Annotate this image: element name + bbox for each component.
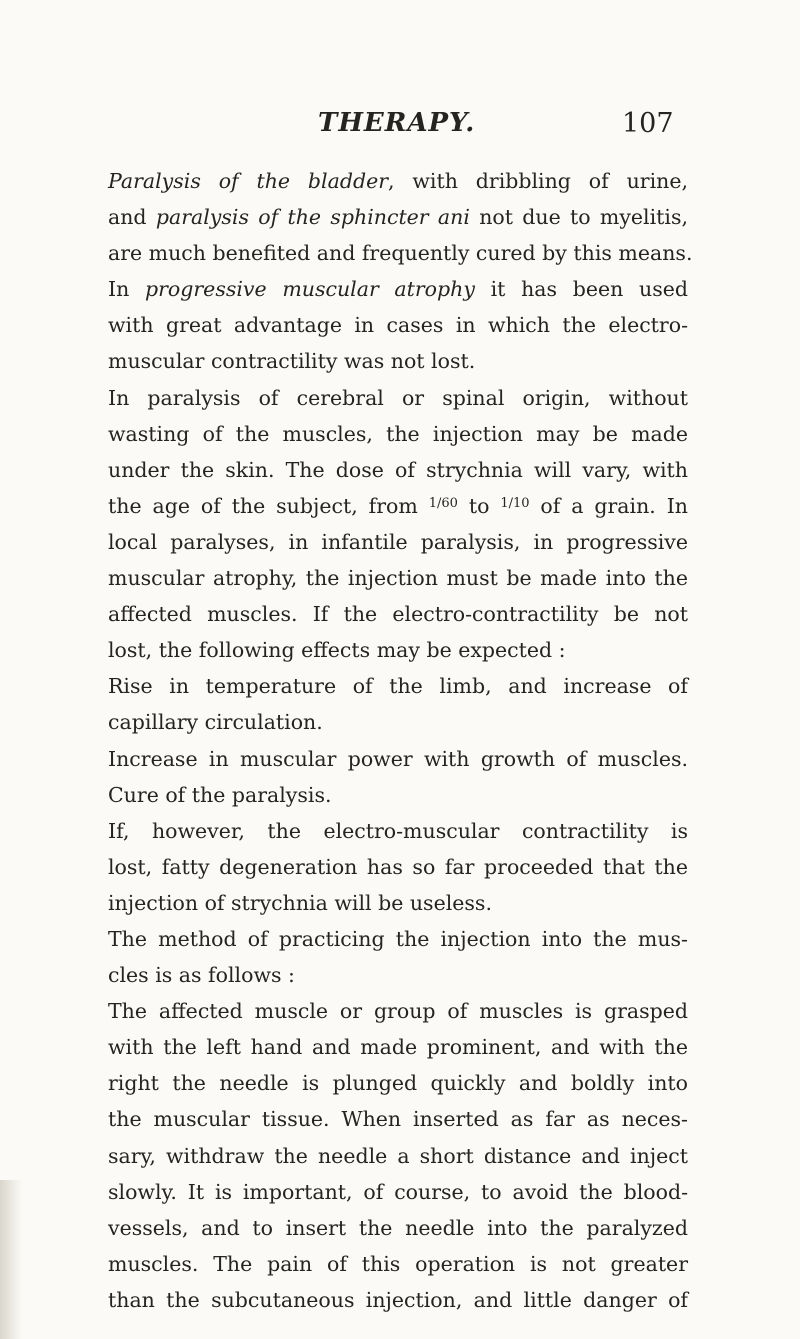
text-line: In progressive muscular atrophy it has been used (108, 277, 688, 302)
text-line: injection of strychnia will be useless. (108, 890, 492, 915)
text-line: Paralysis of the bladder, with dribbling of urine, (108, 169, 688, 193)
text-line: cles is as follows : (108, 963, 295, 988)
text-line: wasting of the muscles, the injection may be made (108, 421, 688, 446)
text-line: right the needle is plunged quickly and boldly into (108, 1071, 688, 1096)
text-line: affected muscles. If the electro-contractility be not (108, 602, 688, 627)
text-line: the muscular tissue. When inserted as far as neces- (108, 1107, 688, 1132)
text-line: muscles. The pain of this operation is not greater (108, 1251, 688, 1276)
text-line: Cure of the paralysis. (108, 782, 332, 807)
page-edge-shadow (0, 1180, 22, 1339)
text-line: under the skin. The dose of strychnia will vary, with (108, 457, 688, 482)
text-line: slowly. It is important, of course, to avoid the blood- (108, 1179, 688, 1204)
page-header (0, 108, 800, 148)
fraction: 1/10 (500, 495, 530, 511)
text-line: and paralysis of the sphincter ani not due to myelitis, (108, 205, 688, 230)
body-text (108, 163, 693, 1318)
text-line: lost, the following effects may be expected : (108, 638, 566, 663)
text-line: In paralysis of cerebral or spinal origin, without (108, 385, 688, 410)
text-line: Increase in muscular power with growth of muscles. (108, 746, 688, 771)
page-number: 107 (622, 108, 674, 139)
text-line: lost, fatty degeneration has so far proceeded that the (108, 854, 688, 879)
text-line: Rise in temperature of the limb, and increase of (108, 674, 688, 699)
text-line: vessels, and to insert the needle into the paralyzed (108, 1215, 688, 1240)
text-line: than the subcutaneous injection, and little danger of (108, 1287, 688, 1312)
italic-term: paralysis of the sphincter ani (155, 205, 470, 230)
text-line: the age of the subject, from 1/60 to 1/10 of a grain. In (108, 493, 688, 518)
text-line: with the left hand and made prominent, and with the (108, 1035, 688, 1060)
text-line: The method of practicing the injection into the mus- (108, 926, 688, 951)
text-line: capillary circulation. (108, 710, 323, 735)
text-line: muscular contractility was not lost. (108, 349, 476, 374)
text-line: local paralyses, in infantile paralysis, in progressive (108, 529, 688, 554)
running-head: THERAPY. (318, 108, 476, 138)
text-line: with great advantage in cases in which the electro- (108, 313, 688, 338)
text-line: sary, withdraw the needle a short distance and inject (108, 1143, 688, 1168)
text-line: The affected muscle or group of muscles is grasped (108, 999, 688, 1024)
text-line: muscular atrophy, the injection must be made into the (108, 566, 688, 591)
text-line: If, however, the electro-muscular contractility is (108, 818, 688, 843)
italic-term: progressive muscular atrophy (145, 277, 475, 302)
text-line: are much benefited and frequently cured by this means. (108, 241, 693, 266)
fraction: 1/60 (428, 495, 458, 511)
italic-term: Paralysis of the bladder (108, 169, 388, 193)
